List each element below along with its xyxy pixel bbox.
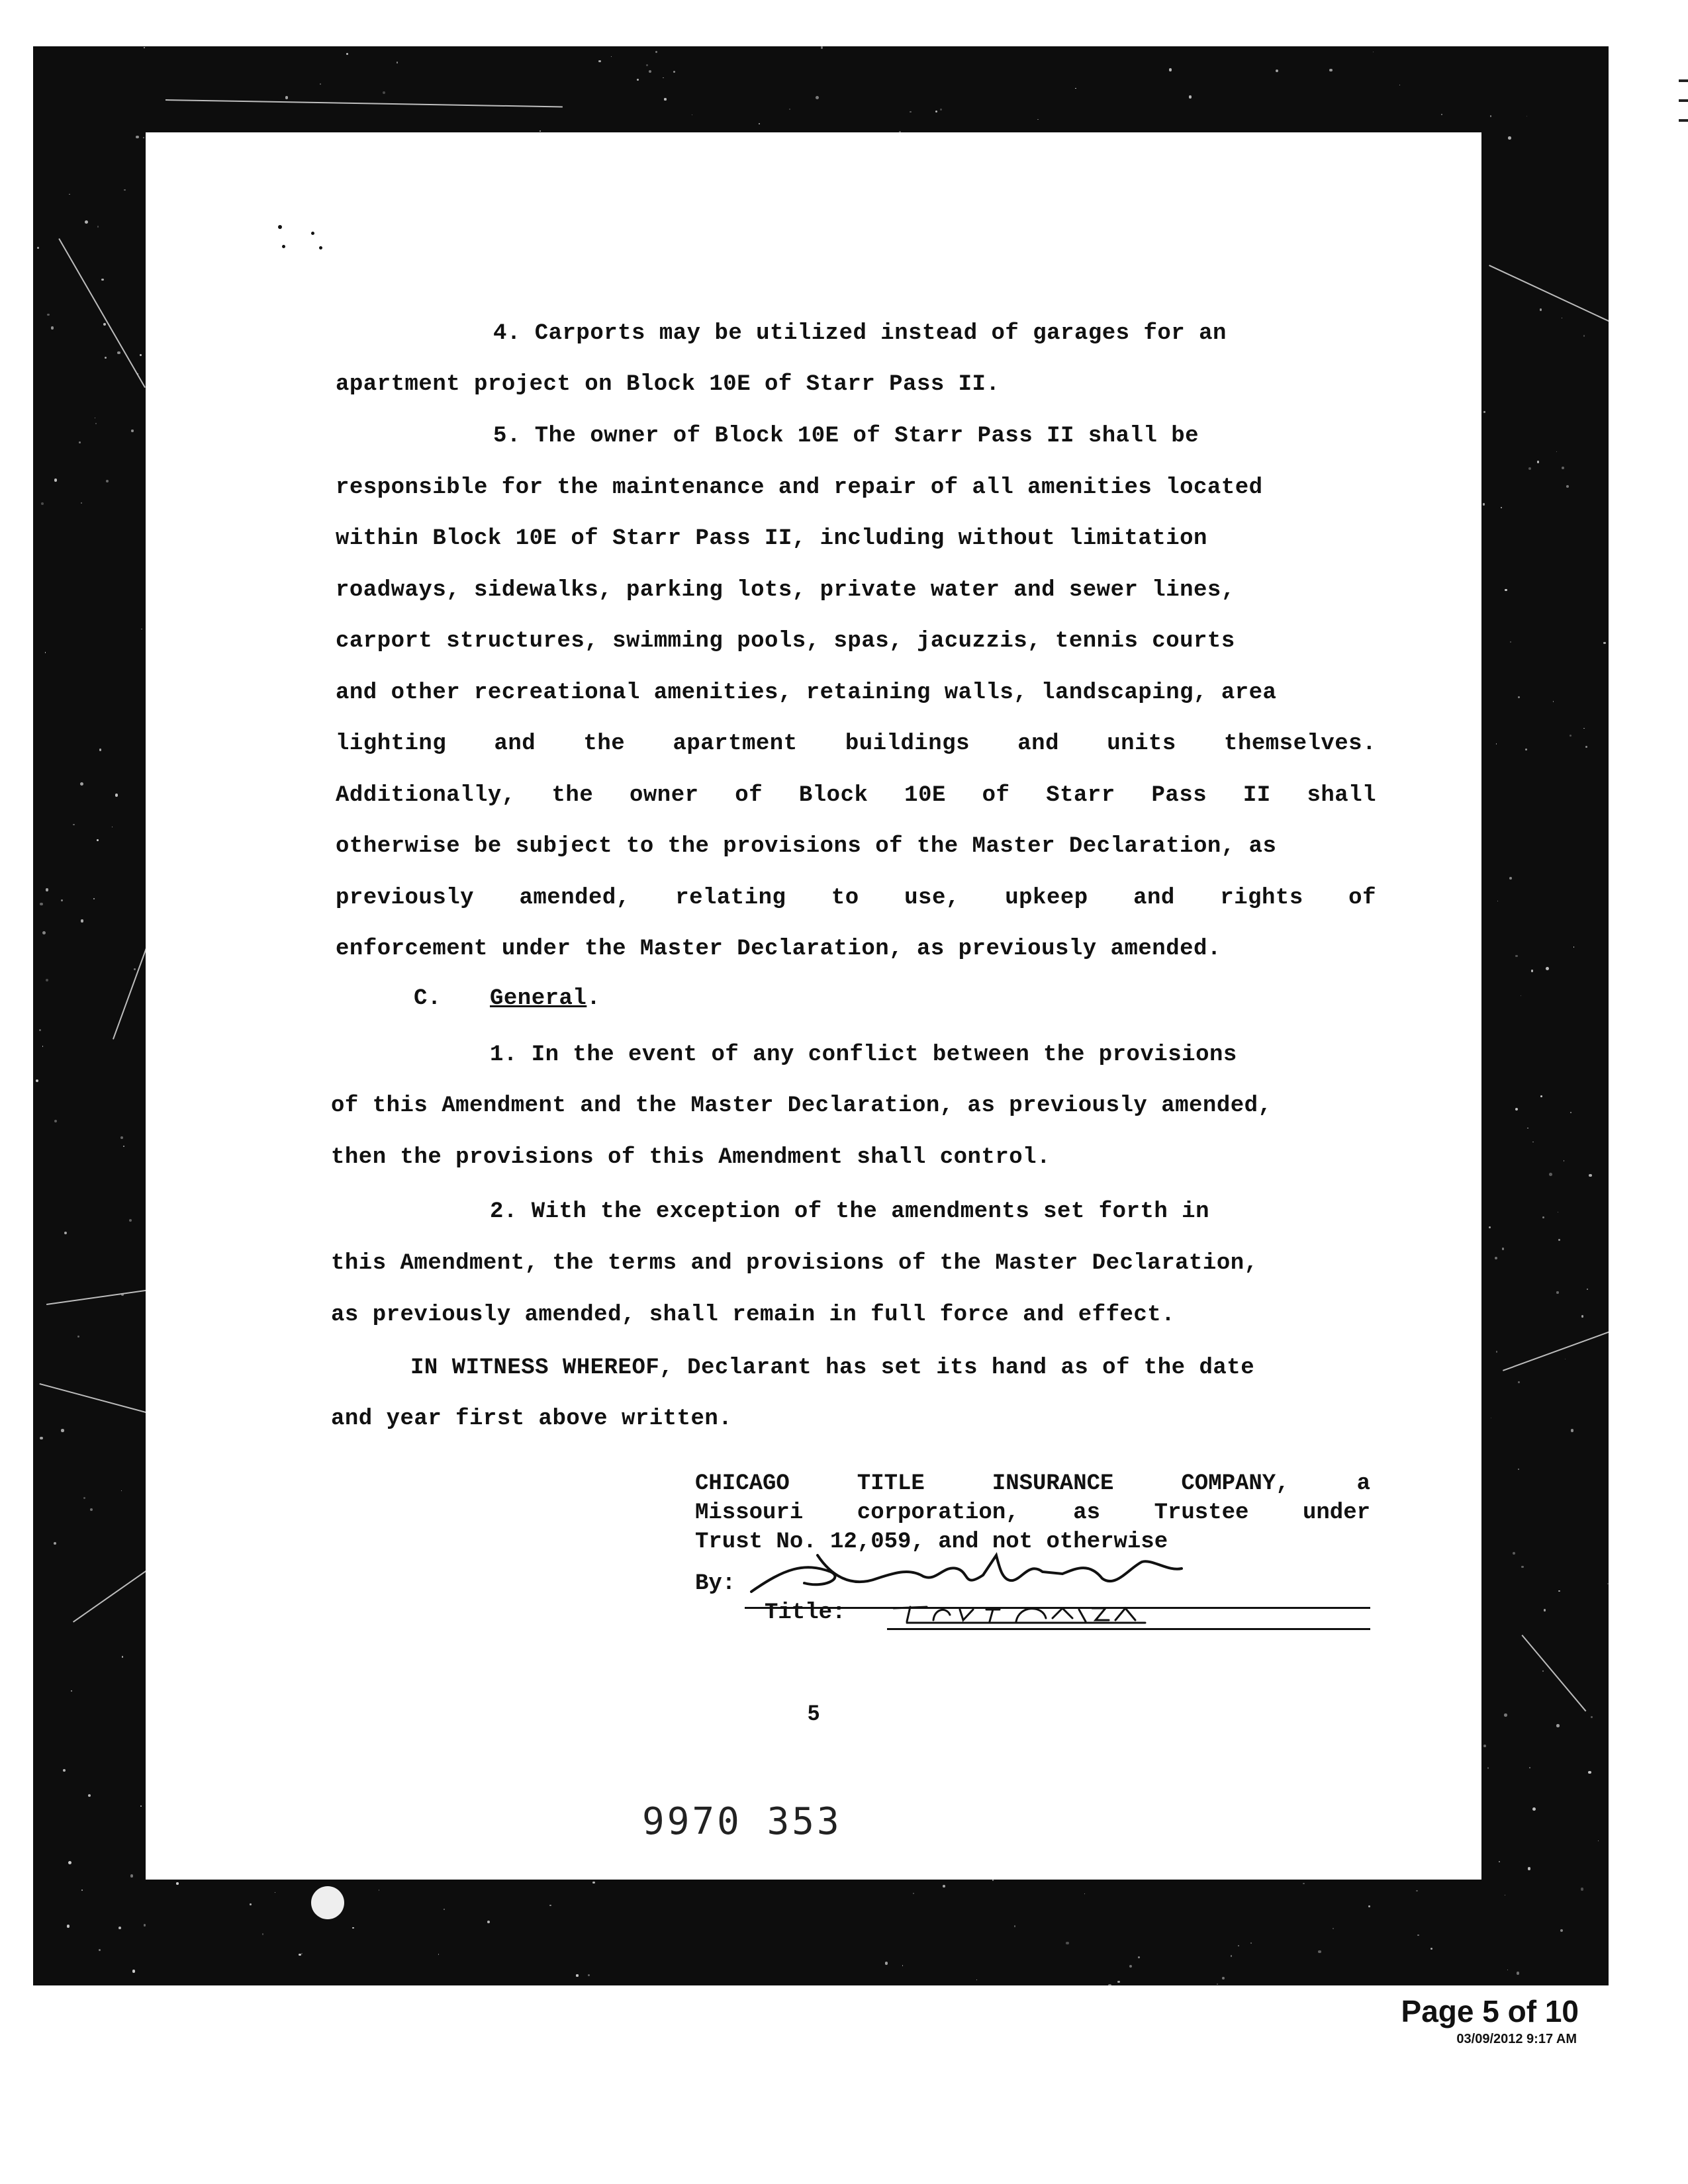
scan-speck	[1583, 728, 1584, 729]
scan-speck	[1542, 1670, 1543, 1671]
document-page	[146, 132, 1481, 1880]
paragraph-5-line-8: Additionally, the owner of Block 10E of Starr Pass II shall	[336, 783, 1376, 808]
scan-speck	[141, 629, 142, 630]
recording-stamp-number: 9970 353	[642, 1800, 842, 1843]
scan-speck	[539, 130, 541, 132]
scan-speck	[99, 749, 101, 751]
scan-speck	[1441, 114, 1442, 115]
scan-speck	[1517, 1972, 1520, 1975]
scan-speck	[397, 62, 399, 64]
scan-speck	[1129, 1965, 1132, 1968]
scan-speck	[97, 226, 99, 227]
scan-speck	[1518, 696, 1520, 698]
scan-speck	[42, 931, 46, 934]
scan-speck	[352, 1927, 353, 1929]
scan-speck	[73, 824, 74, 825]
scan-speck	[664, 98, 666, 100]
scan-speck	[1108, 1984, 1111, 1985]
scan-speck	[1318, 1950, 1321, 1954]
scan-speck	[1117, 1981, 1119, 1983]
scan-speck	[1238, 1945, 1239, 1946]
scan-speck	[54, 478, 57, 481]
scan-speck	[69, 194, 70, 195]
scan-speck	[1556, 1724, 1559, 1727]
by-label: By:	[695, 1571, 736, 1596]
scan-speck	[1521, 1566, 1523, 1568]
scan-speck	[1518, 1469, 1519, 1470]
scan-speck	[1483, 411, 1485, 413]
c-paragraph-1-line-2: of this Amendment and the Master Declaration, as previously amended,	[331, 1093, 1272, 1118]
scan-speck	[143, 137, 144, 138]
scan-speck	[117, 351, 120, 355]
scan-speck	[1075, 88, 1076, 89]
scan-speck	[1014, 1925, 1015, 1927]
scan-speck	[67, 1925, 70, 1928]
scan-speck	[99, 1949, 101, 1951]
scan-speck	[1276, 69, 1278, 72]
scan-speck	[95, 423, 97, 424]
scan-scratch	[1489, 265, 1609, 322]
scan-speck	[1562, 467, 1564, 469]
signature-row	[695, 1562, 1370, 1635]
c-paragraph-1-line-1: 1. In the event of any conflict between the provisions	[490, 1042, 1237, 1068]
scan-speck	[90, 1508, 93, 1511]
scan-speck	[1495, 1257, 1497, 1259]
paragraph-5-line-4: roadways, sidewalks, parking lots, private water and sewer lines,	[336, 578, 1235, 603]
scan-speck	[1513, 1552, 1515, 1555]
scan-speck	[1518, 1381, 1520, 1383]
scan-speck	[1037, 119, 1038, 120]
scan-speck	[1532, 1807, 1536, 1811]
scan-speck	[83, 1497, 85, 1499]
scan-speck	[47, 314, 50, 316]
scan-speck	[103, 323, 107, 326]
scan-speck	[1531, 970, 1533, 972]
scan-speck	[123, 1146, 124, 1147]
scan-speck	[1562, 318, 1563, 319]
scan-speck	[46, 888, 49, 891]
edge-mark	[1679, 119, 1688, 122]
scan-speck	[40, 903, 43, 906]
scan-speck	[611, 56, 612, 57]
scan-speck	[1496, 743, 1497, 745]
scan-speck	[140, 354, 142, 356]
scan-speck	[1607, 1583, 1609, 1584]
scan-speck	[487, 1921, 490, 1923]
scan-speck	[549, 1905, 551, 1907]
signatory-line-3: Trust No. 12,059, and not otherwise	[695, 1529, 1168, 1555]
scan-speck	[51, 326, 54, 329]
scan-speck	[1589, 1174, 1591, 1177]
scan-speck	[105, 357, 107, 359]
scan-speck	[1066, 1942, 1069, 1945]
scan-speck	[81, 502, 82, 504]
scan-speck	[1333, 1928, 1334, 1929]
scan-speck	[1585, 746, 1587, 748]
scan-speck	[1489, 1226, 1491, 1228]
scan-speck	[37, 247, 39, 249]
scan-speck	[319, 246, 322, 250]
scan-speck	[64, 1232, 68, 1235]
page-number: 5	[808, 1701, 820, 1725]
scan-speck	[379, 1889, 380, 1891]
scan-speck	[131, 430, 133, 432]
paragraph-4-line-2: apartment project on Block 10E of Starr Pass II.	[336, 372, 1000, 397]
scan-speck	[913, 1893, 914, 1894]
scan-speck	[1505, 589, 1507, 591]
scan-speck	[1581, 1315, 1583, 1317]
scan-speck	[1222, 1977, 1225, 1979]
scan-speck	[1546, 967, 1549, 970]
scan-speck	[1558, 1590, 1560, 1592]
scan-speck	[320, 83, 321, 85]
scan-speck	[1549, 1173, 1552, 1176]
title-underline	[887, 1628, 1370, 1630]
scan-speck	[576, 1974, 578, 1976]
footer-timestamp: 03/09/2012 9:17 AM	[1456, 2032, 1577, 2046]
scan-speck	[54, 1120, 57, 1122]
scan-speck	[1544, 1609, 1546, 1612]
scan-speck	[250, 1903, 252, 1905]
scan-speck	[1502, 1248, 1505, 1250]
scan-speck	[992, 1880, 994, 1881]
scan-speck	[121, 1490, 122, 1492]
scan-speck	[1417, 1934, 1419, 1936]
scan-speck	[299, 1954, 301, 1956]
scan-speck	[1084, 1893, 1085, 1894]
scan-speck	[278, 225, 282, 229]
scan-speck	[655, 51, 657, 53]
scan-speck	[1508, 136, 1511, 140]
scan-speck	[1496, 1351, 1497, 1352]
scan-speck	[438, 1954, 440, 1955]
scan-speck	[1528, 1867, 1531, 1870]
edge-mark	[1679, 99, 1688, 102]
paragraph-5-line-10: previously amended, relating to use, upkeep and rights of	[336, 886, 1376, 911]
scan-speck	[46, 979, 48, 981]
scan-speck	[1515, 955, 1518, 958]
scan-speck	[122, 1656, 123, 1657]
scan-speck	[1564, 1160, 1565, 1161]
scan-speck	[63, 1769, 66, 1772]
scan-speck	[1509, 877, 1512, 880]
section-c-letter: C.	[414, 986, 442, 1011]
scan-speck	[42, 1046, 44, 1047]
scan-speck	[1169, 68, 1172, 71]
scan-speck	[71, 1690, 72, 1692]
scan-speck	[1368, 1905, 1370, 1907]
scan-speck	[637, 79, 638, 80]
paragraph-5-line-9: otherwise be subject to the provisions of the Master Declaration, as	[336, 834, 1277, 859]
scan-speck	[282, 245, 285, 248]
scan-speck	[1540, 308, 1542, 310]
scan-speck	[140, 1805, 142, 1807]
scan-speck	[61, 899, 64, 902]
scan-scratch	[165, 99, 563, 107]
section-c-heading-text: General	[490, 986, 587, 1011]
scan-speck	[346, 53, 348, 55]
scan-speck	[1603, 642, 1605, 644]
scan-speck	[115, 794, 118, 797]
scan-speck	[134, 968, 136, 970]
edge-mark	[1679, 79, 1688, 82]
paragraph-5-line-2: responsible for the maintenance and repair of all amenities located	[336, 475, 1263, 500]
scan-speck	[136, 136, 138, 138]
scan-speck	[124, 189, 125, 191]
scan-speck	[1566, 485, 1569, 488]
scan-speck	[673, 71, 675, 73]
scan-speck	[789, 109, 790, 110]
scan-speck	[902, 1965, 904, 1966]
scan-speck	[1581, 1888, 1584, 1891]
scan-speck	[935, 111, 937, 113]
scan-speck	[262, 1933, 263, 1934]
scan-speck	[40, 1437, 43, 1440]
scan-speck	[1529, 1767, 1530, 1768]
scan-speck	[36, 1079, 38, 1082]
scan-speck	[61, 1429, 64, 1432]
scan-speck	[80, 782, 83, 786]
scan-speck	[1483, 1745, 1486, 1747]
witness-line-1: IN WITNESS WHEREOF, Declarant has set its hand as of the date	[410, 1355, 1255, 1381]
scan-speck	[311, 232, 314, 235]
scan-speck	[588, 1974, 590, 1976]
scan-speck	[1189, 95, 1192, 98]
scan-speck	[1587, 1289, 1588, 1290]
footer-page-label: Page 5 of 10	[1401, 1994, 1579, 2028]
paragraph-5-line-5: carport structures, swimming pools, spas, jacuzzis, tennis courts	[336, 629, 1235, 654]
scan-speck	[1483, 503, 1485, 505]
scan-speck	[816, 96, 819, 99]
scan-scratch	[58, 238, 146, 388]
c-paragraph-2-line-3: as previously amended, shall remain in full force and effect.	[331, 1302, 1176, 1328]
paragraph-5-line-11: enforcement under the Master Declaration, as previously amended.	[336, 936, 1221, 962]
scan-speck	[444, 1909, 445, 1910]
scan-speck	[81, 1889, 83, 1891]
scan-speck	[759, 123, 761, 125]
scan-speck	[118, 1927, 121, 1929]
scan-blob	[311, 1886, 344, 1919]
scan-speck	[1571, 1429, 1574, 1432]
scan-speck	[1504, 1713, 1507, 1716]
scan-speck	[1373, 52, 1374, 53]
scan-speck	[1430, 1948, 1432, 1950]
scan-speck	[41, 502, 44, 505]
scan-speck	[1570, 1112, 1572, 1114]
scan-speck	[1542, 1216, 1544, 1218]
scan-speck	[1527, 1128, 1528, 1129]
scan-speck	[1540, 1095, 1542, 1097]
scan-speck	[592, 1882, 595, 1884]
paragraph-5-line-7: lighting and the apartment buildings and units themselves.	[336, 731, 1376, 756]
scan-speck	[885, 1962, 888, 1964]
scan-speck	[120, 1136, 123, 1139]
scan-speck	[943, 1885, 945, 1888]
scan-speck	[1591, 1716, 1593, 1718]
handwritten-title-icon	[887, 1595, 1152, 1628]
scan-speck	[39, 1029, 42, 1032]
c-paragraph-2-line-2: this Amendment, the terms and provisions of the Master Declaration,	[331, 1251, 1258, 1276]
scan-speck	[1515, 1108, 1519, 1111]
scan-speck	[79, 441, 81, 443]
scan-speck	[598, 60, 600, 62]
scan-speck	[1499, 1861, 1500, 1862]
scan-speck	[646, 64, 648, 66]
scan-speck	[285, 96, 289, 99]
scan-speck	[129, 1219, 132, 1222]
scan-speck	[821, 46, 823, 49]
scan-speck	[1570, 735, 1571, 737]
scan-speck	[132, 1970, 135, 1972]
scan-speck	[1537, 461, 1540, 463]
paragraph-4-line-1: 4. Carports may be utilized instead of garages for an	[493, 321, 1227, 346]
section-c-heading-suffix: .	[586, 986, 601, 1011]
signatory-line-2: Missouri corporation, as Trustee under	[695, 1500, 1370, 1525]
scan-speck	[1138, 1956, 1141, 1959]
scan-speck	[176, 1882, 178, 1884]
scan-speck	[649, 70, 651, 73]
title-label: Title:	[765, 1600, 846, 1625]
scan-speck	[1303, 1883, 1305, 1885]
scan-speck	[1501, 507, 1502, 508]
scan-speck	[106, 480, 109, 482]
scan-speck	[97, 839, 99, 841]
scan-speck	[1556, 451, 1557, 452]
scan-speck	[1231, 1955, 1233, 1957]
scan-speck	[1490, 115, 1492, 117]
paragraph-5-line-1: 5. The owner of Block 10E of Starr Pass II shall be	[493, 424, 1199, 449]
section-c-heading	[490, 986, 600, 1011]
paragraph-5-line-3: within Block 10E of Starr Pass II, including without limitation	[336, 526, 1207, 551]
signatory-line-1: CHICAGO TITLE INSURANCE COMPANY, a	[695, 1471, 1370, 1496]
scan-speck	[93, 898, 95, 899]
scan-speck	[1217, 1983, 1219, 1985]
c-paragraph-2-line-1: 2. With the exception of the amendments set forth in	[490, 1199, 1209, 1224]
scan-speck	[130, 1874, 133, 1877]
scan-speck	[1588, 1771, 1591, 1774]
scan-scratch	[1521, 1635, 1586, 1711]
scan-speck	[910, 111, 911, 113]
scan-speck	[144, 1924, 146, 1926]
scan-speck	[1583, 335, 1585, 336]
scan-speck	[1329, 69, 1332, 71]
scan-speck	[77, 1336, 79, 1338]
scan-speck	[1416, 1890, 1417, 1891]
scan-speck	[54, 1542, 56, 1545]
scan-speck	[1573, 946, 1574, 947]
scan-speck	[976, 1979, 977, 1980]
scan-scratch	[1503, 1329, 1609, 1371]
scan-speck	[144, 47, 145, 48]
scan-speck	[1510, 641, 1511, 643]
scan-speck	[85, 220, 88, 224]
paragraph-5-line-6: and other recreational amenities, retaining walls, landscaping, area	[336, 680, 1277, 705]
scan-speck	[1558, 1239, 1560, 1240]
scan-speck	[301, 1953, 303, 1954]
scan-speck	[1525, 749, 1527, 751]
scan-speck	[1528, 467, 1531, 470]
c-paragraph-1-line-3: then the provisions of this Amendment shall control.	[331, 1145, 1051, 1170]
scan-speck	[940, 109, 942, 111]
scan-speck	[68, 1861, 71, 1864]
scan-speck	[1556, 1291, 1558, 1293]
scan-speck	[1250, 1942, 1252, 1944]
scan-speck	[45, 652, 46, 653]
scan-speck	[1560, 1929, 1563, 1932]
scan-speck	[81, 919, 83, 922]
scan-speck	[383, 91, 385, 94]
scan-speck	[1487, 1767, 1489, 1768]
scan-speck	[101, 279, 103, 281]
scan-speck	[1553, 701, 1554, 702]
witness-line-2: and year first above written.	[331, 1406, 733, 1432]
scan-speck	[88, 1794, 91, 1797]
